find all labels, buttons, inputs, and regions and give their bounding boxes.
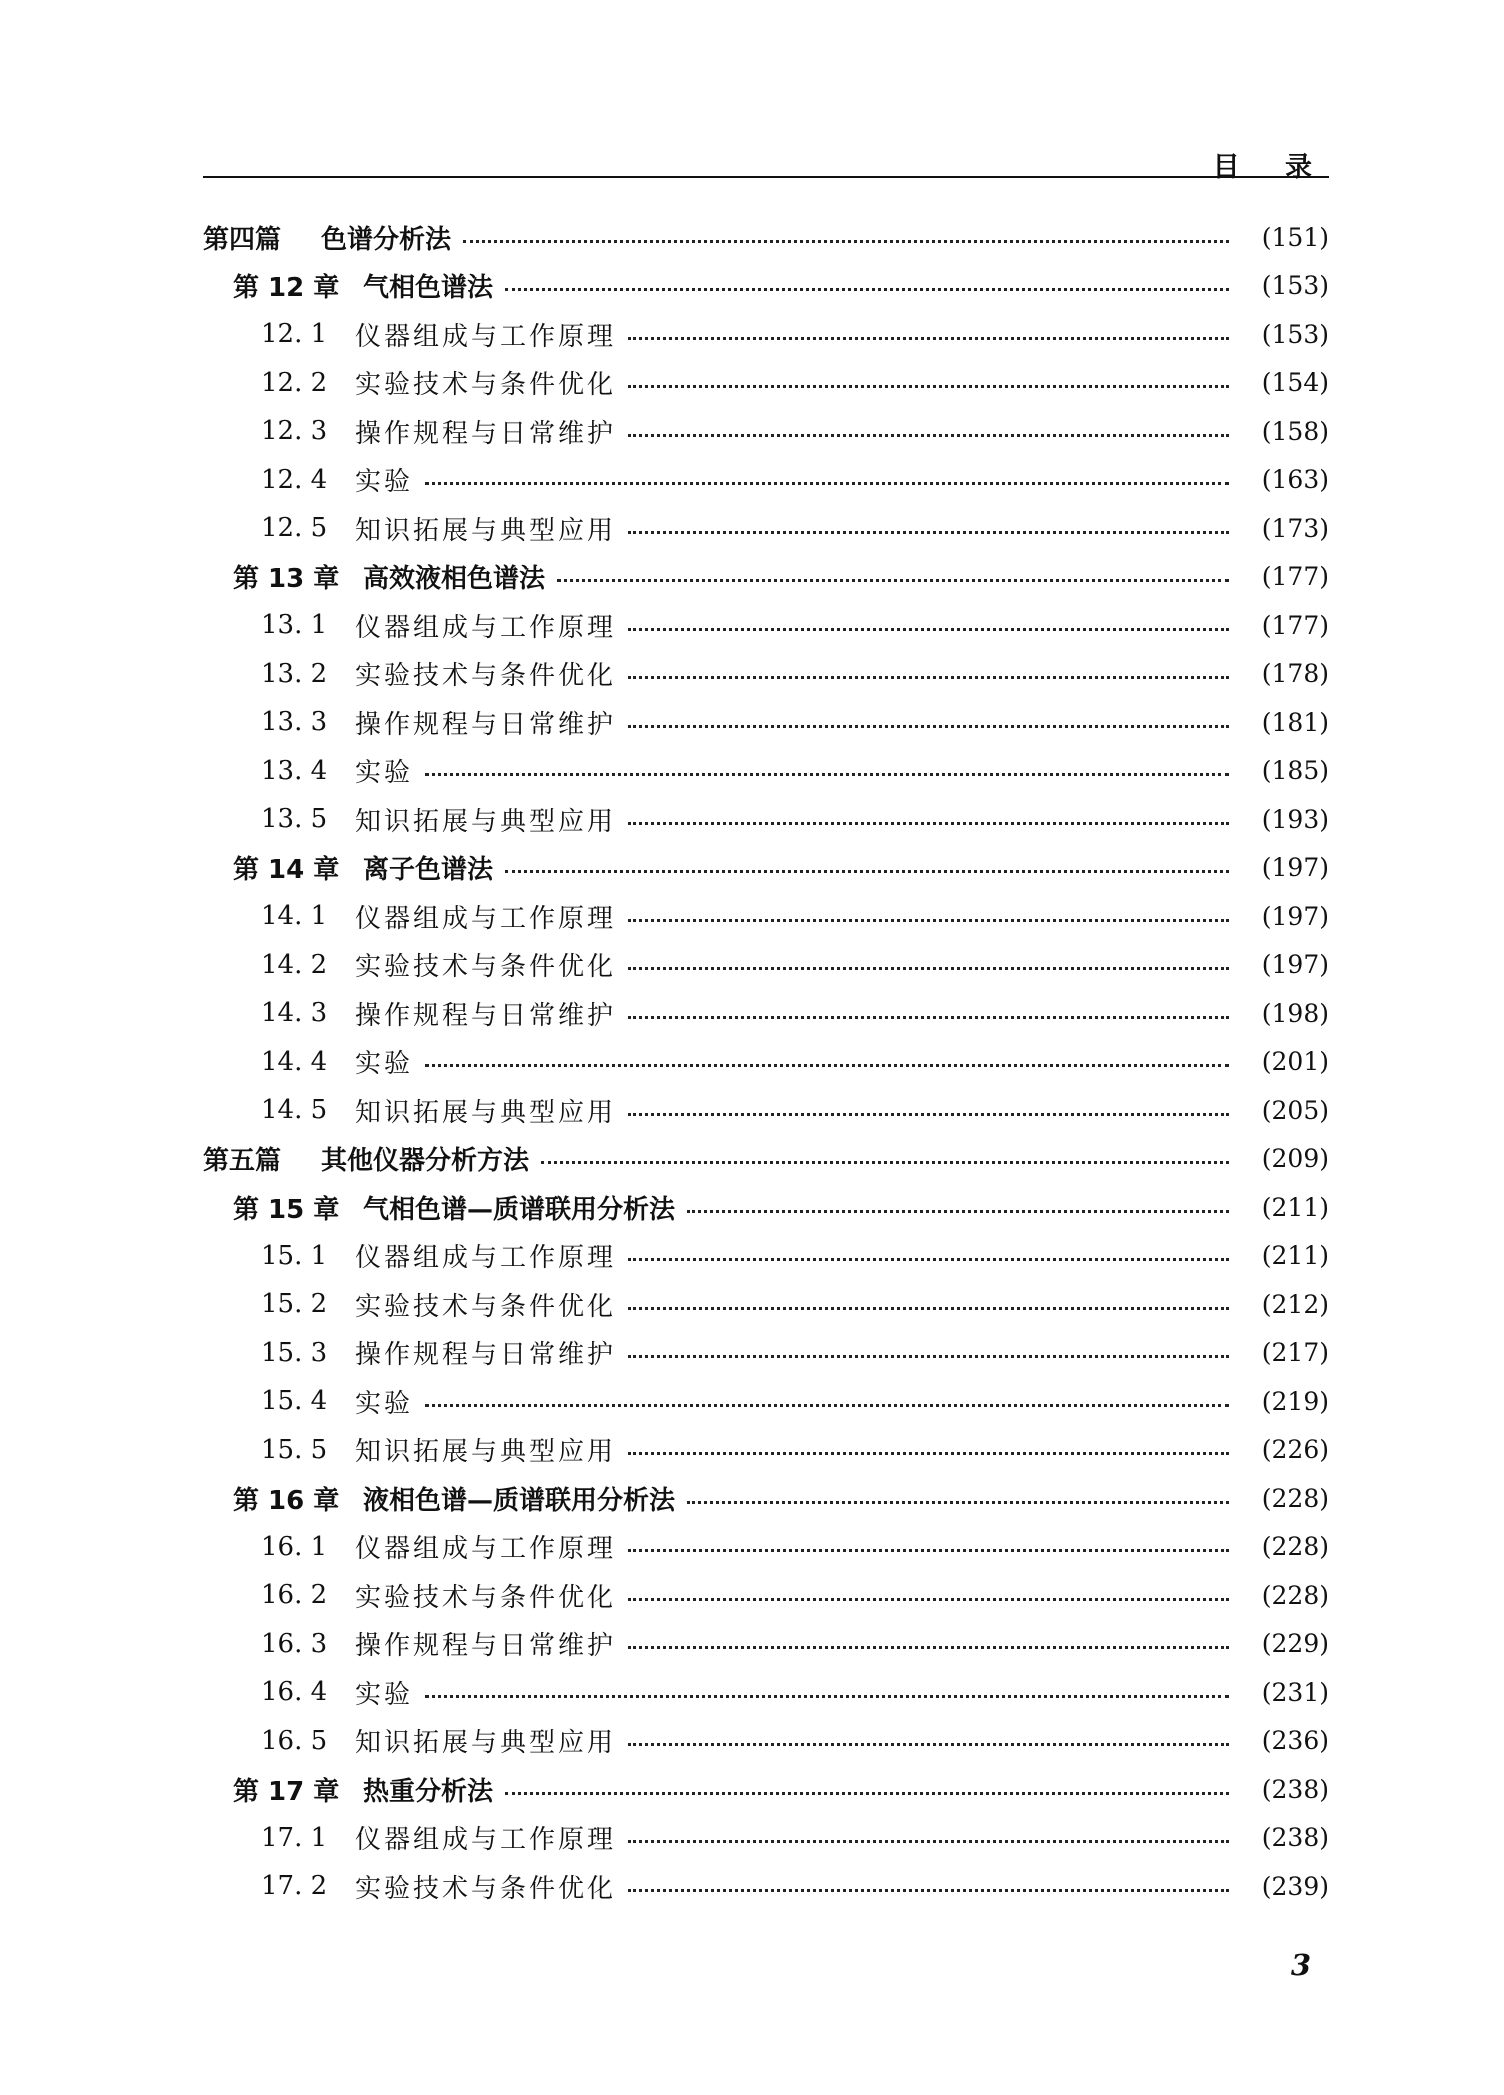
toc-entry-number: 第 16 章 bbox=[233, 1485, 340, 1516]
toc-entry-section[interactable] bbox=[203, 310, 1329, 359]
toc-entry-page: (197) bbox=[1261, 950, 1329, 980]
toc-entry-page: (178) bbox=[1261, 659, 1329, 689]
toc-entry-number: 14. 1 bbox=[261, 901, 328, 932]
toc-entry-section[interactable] bbox=[203, 1717, 1329, 1766]
toc-entry-page: (151) bbox=[1261, 222, 1329, 252]
toc-entry-section[interactable] bbox=[203, 698, 1329, 747]
toc-entry-number: 14. 4 bbox=[261, 1046, 328, 1077]
toc-entry-section[interactable] bbox=[203, 1814, 1329, 1863]
toc-entry-number: 13. 3 bbox=[261, 707, 328, 738]
toc-entry-part[interactable] bbox=[203, 213, 1329, 262]
toc-entry-page: (153) bbox=[1261, 271, 1329, 301]
toc-entry-section[interactable] bbox=[203, 795, 1329, 844]
dot-leader bbox=[628, 337, 1229, 340]
toc-entry-section[interactable] bbox=[203, 359, 1329, 408]
toc-entry-page: (228) bbox=[1261, 1483, 1329, 1513]
dot-leader bbox=[628, 1840, 1229, 1843]
toc-entry-number: 15. 2 bbox=[261, 1289, 328, 1320]
toc-entry-number: 16. 4 bbox=[261, 1677, 328, 1708]
dot-leader bbox=[463, 240, 1229, 243]
toc-entry-number: 13. 2 bbox=[261, 658, 328, 689]
toc-entry-title: 高效液相色谱法 bbox=[363, 564, 546, 595]
toc-entry-title: 知识拓展与典型应用 bbox=[355, 515, 617, 546]
toc-entry-title: 实验 bbox=[355, 1049, 414, 1080]
toc-entry-title: 实验技术与条件优化 bbox=[355, 952, 617, 983]
dot-leader bbox=[628, 1258, 1229, 1261]
toc-entry-chapter[interactable] bbox=[203, 1183, 1329, 1232]
toc-entry-title: 知识拓展与典型应用 bbox=[355, 1097, 617, 1128]
toc-entry-title: 实验技术与条件优化 bbox=[355, 661, 617, 692]
toc-entry-page: (236) bbox=[1261, 1726, 1329, 1756]
table-of-contents bbox=[203, 213, 1329, 1911]
dot-leader bbox=[628, 1743, 1229, 1746]
toc-entry-page: (238) bbox=[1261, 1823, 1329, 1853]
toc-entry-chapter[interactable] bbox=[203, 844, 1329, 893]
toc-entry-page: (154) bbox=[1261, 368, 1329, 398]
dot-leader bbox=[425, 773, 1229, 776]
running-header-title: 目 录 bbox=[1212, 152, 1330, 183]
toc-entry-number: 第 14 章 bbox=[233, 855, 340, 886]
toc-entry-page: (153) bbox=[1261, 319, 1329, 349]
toc-entry-page: (197) bbox=[1261, 853, 1329, 883]
dot-leader bbox=[628, 1355, 1229, 1358]
toc-entry-number: 17. 1 bbox=[261, 1822, 328, 1853]
toc-entry-page: (217) bbox=[1261, 1338, 1329, 1368]
dot-leader bbox=[628, 676, 1229, 679]
dot-leader bbox=[505, 1792, 1229, 1795]
toc-entry-number: 14. 3 bbox=[261, 998, 328, 1029]
toc-entry-title: 液相色谱—质谱联用分析法 bbox=[363, 1485, 676, 1516]
toc-entry-number: 第 17 章 bbox=[233, 1776, 340, 1807]
toc-entry-page: (238) bbox=[1261, 1774, 1329, 1804]
toc-entry-title: 仪器组成与工作原理 bbox=[355, 321, 617, 352]
dot-leader bbox=[425, 1404, 1229, 1407]
toc-entry-title: 仪器组成与工作原理 bbox=[355, 1243, 617, 1274]
toc-entry-chapter[interactable] bbox=[203, 1474, 1329, 1523]
toc-entry-title: 其他仪器分析方法 bbox=[321, 1146, 530, 1177]
toc-entry-title: 仪器组成与工作原理 bbox=[355, 612, 617, 643]
dot-leader bbox=[687, 1501, 1229, 1504]
toc-entry-title: 热重分析法 bbox=[363, 1776, 494, 1807]
dot-leader bbox=[425, 482, 1229, 485]
toc-entry-title: 知识拓展与典型应用 bbox=[355, 806, 617, 837]
toc-entry-title: 实验技术与条件优化 bbox=[355, 1291, 617, 1322]
toc-entry-number: 12. 2 bbox=[261, 367, 328, 398]
page-number: 3 bbox=[1290, 1948, 1311, 1982]
toc-entry-chapter[interactable] bbox=[203, 262, 1329, 311]
toc-entry-number: 15. 1 bbox=[261, 1240, 328, 1271]
toc-entry-title: 实验技术与条件优化 bbox=[355, 1873, 617, 1904]
toc-entry-title: 实验技术与条件优化 bbox=[355, 370, 617, 401]
dot-leader bbox=[628, 1549, 1229, 1552]
toc-entry-title: 离子色谱法 bbox=[363, 855, 494, 886]
toc-entry-section[interactable] bbox=[203, 1232, 1329, 1281]
dot-leader bbox=[628, 385, 1229, 388]
toc-entry-title: 操作规程与日常维护 bbox=[355, 1340, 617, 1371]
toc-entry-number: 第四篇 bbox=[203, 224, 282, 255]
toc-entry-number: 第五篇 bbox=[203, 1146, 282, 1177]
toc-entry-number: 16. 5 bbox=[261, 1725, 328, 1756]
toc-entry-page: (209) bbox=[1261, 1144, 1329, 1174]
toc-entry-title: 实验 bbox=[355, 1679, 414, 1710]
toc-entry-page: (163) bbox=[1261, 465, 1329, 495]
toc-entry-number: 15. 3 bbox=[261, 1337, 328, 1368]
toc-entry-number: 14. 5 bbox=[261, 1095, 328, 1126]
toc-entry-number: 16. 2 bbox=[261, 1580, 328, 1611]
toc-entry-chapter[interactable] bbox=[203, 553, 1329, 602]
toc-entry-number: 第 15 章 bbox=[233, 1194, 340, 1225]
dot-leader bbox=[628, 967, 1229, 970]
toc-entry-page: (158) bbox=[1261, 416, 1329, 446]
toc-entry-page: (231) bbox=[1261, 1677, 1329, 1707]
toc-entry-page: (177) bbox=[1261, 610, 1329, 640]
toc-entry-page: (201) bbox=[1261, 1047, 1329, 1077]
toc-entry-number: 14. 2 bbox=[261, 949, 328, 980]
toc-entry-page: (177) bbox=[1261, 562, 1329, 592]
toc-entry-page: (228) bbox=[1261, 1532, 1329, 1562]
dot-leader bbox=[628, 1452, 1229, 1455]
dot-leader bbox=[628, 1307, 1229, 1310]
toc-entry-page: (193) bbox=[1261, 804, 1329, 834]
dot-leader bbox=[628, 628, 1229, 631]
toc-entry-number: 13. 4 bbox=[261, 755, 328, 786]
toc-entry-page: (198) bbox=[1261, 998, 1329, 1028]
toc-entry-title: 仪器组成与工作原理 bbox=[355, 903, 617, 934]
toc-entry-section[interactable] bbox=[203, 1620, 1329, 1669]
dot-leader bbox=[425, 1064, 1229, 1067]
toc-entry-title: 仪器组成与工作原理 bbox=[355, 1534, 617, 1565]
toc-entry-number: 13. 5 bbox=[261, 804, 328, 835]
toc-entry-section[interactable] bbox=[203, 456, 1329, 505]
toc-entry-title: 知识拓展与典型应用 bbox=[355, 1437, 617, 1468]
toc-entry-page: (197) bbox=[1261, 901, 1329, 931]
toc-entry-page: (239) bbox=[1261, 1871, 1329, 1901]
toc-entry-number: 17. 2 bbox=[261, 1871, 328, 1902]
toc-entry-part[interactable] bbox=[203, 1135, 1329, 1184]
dot-leader bbox=[505, 288, 1229, 291]
dot-leader bbox=[628, 822, 1229, 825]
toc-entry-section[interactable] bbox=[203, 747, 1329, 796]
toc-entry-number: 16. 1 bbox=[261, 1531, 328, 1562]
toc-entry-page: (219) bbox=[1261, 1386, 1329, 1416]
dot-leader bbox=[628, 919, 1229, 922]
dot-leader bbox=[505, 870, 1229, 873]
toc-entry-title: 仪器组成与工作原理 bbox=[355, 1825, 617, 1856]
toc-entry-section[interactable] bbox=[203, 941, 1329, 990]
toc-entry-number: 13. 1 bbox=[261, 610, 328, 641]
toc-entry-page: (211) bbox=[1261, 1241, 1329, 1271]
dot-leader bbox=[628, 1889, 1229, 1892]
toc-entry-section[interactable] bbox=[203, 1377, 1329, 1426]
toc-entry-page: (185) bbox=[1261, 756, 1329, 786]
toc-entry-number: 12. 1 bbox=[261, 319, 328, 350]
dot-leader bbox=[557, 579, 1229, 582]
toc-entry-page: (212) bbox=[1261, 1289, 1329, 1319]
toc-entry-number: 第 12 章 bbox=[233, 273, 340, 304]
toc-entry-section[interactable] bbox=[203, 1523, 1329, 1572]
toc-entry-section[interactable] bbox=[203, 1668, 1329, 1717]
toc-entry-title: 操作规程与日常维护 bbox=[355, 418, 617, 449]
toc-entry-page: (226) bbox=[1261, 1435, 1329, 1465]
toc-entry-page: (228) bbox=[1261, 1580, 1329, 1610]
dot-leader bbox=[628, 1113, 1229, 1116]
dot-leader bbox=[628, 531, 1229, 534]
dot-leader bbox=[628, 1016, 1229, 1019]
toc-entry-section[interactable] bbox=[203, 1426, 1329, 1475]
header-rule bbox=[203, 176, 1329, 178]
toc-entry-section[interactable] bbox=[203, 650, 1329, 699]
toc-entry-number: 12. 5 bbox=[261, 513, 328, 544]
toc-entry-page: (181) bbox=[1261, 707, 1329, 737]
dot-leader bbox=[628, 1646, 1229, 1649]
dot-leader bbox=[541, 1161, 1229, 1164]
dot-leader bbox=[628, 1598, 1229, 1601]
toc-entry-title: 实验 bbox=[355, 467, 414, 498]
toc-entry-page: (211) bbox=[1261, 1192, 1329, 1222]
toc-entry-page: (229) bbox=[1261, 1629, 1329, 1659]
toc-entry-number: 15. 4 bbox=[261, 1386, 328, 1417]
toc-entry-section[interactable] bbox=[203, 1086, 1329, 1135]
toc-entry-title: 实验技术与条件优化 bbox=[355, 1582, 617, 1613]
toc-entry-section[interactable] bbox=[203, 601, 1329, 650]
toc-entry-page: (205) bbox=[1261, 1095, 1329, 1125]
toc-entry-number: 15. 5 bbox=[261, 1434, 328, 1465]
toc-entry-section[interactable] bbox=[203, 1280, 1329, 1329]
toc-entry-page: (173) bbox=[1261, 513, 1329, 543]
toc-entry-title: 操作规程与日常维护 bbox=[355, 1631, 617, 1662]
toc-entry-number: 第 13 章 bbox=[233, 564, 340, 595]
toc-entry-number: 16. 3 bbox=[261, 1628, 328, 1659]
dot-leader bbox=[687, 1210, 1229, 1213]
toc-entry-section[interactable] bbox=[203, 892, 1329, 941]
toc-entry-section[interactable] bbox=[203, 1862, 1329, 1911]
dot-leader bbox=[425, 1695, 1229, 1698]
toc-entry-section[interactable] bbox=[203, 1571, 1329, 1620]
toc-entry-section[interactable] bbox=[203, 504, 1329, 553]
toc-entry-title: 操作规程与日常维护 bbox=[355, 709, 617, 740]
toc-entry-chapter[interactable] bbox=[203, 1765, 1329, 1814]
toc-entry-title: 气相色谱法 bbox=[363, 273, 494, 304]
toc-entry-section[interactable] bbox=[203, 989, 1329, 1038]
toc-entry-section[interactable] bbox=[203, 407, 1329, 456]
toc-entry-section[interactable] bbox=[203, 1329, 1329, 1378]
toc-entry-number: 12. 3 bbox=[261, 416, 328, 447]
toc-entry-title: 实验 bbox=[355, 1388, 414, 1419]
toc-entry-title: 气相色谱—质谱联用分析法 bbox=[363, 1194, 676, 1225]
toc-entry-number: 12. 4 bbox=[261, 464, 328, 495]
toc-entry-title: 色谱分析法 bbox=[321, 224, 452, 255]
toc-entry-title: 实验 bbox=[355, 758, 414, 789]
toc-entry-section[interactable] bbox=[203, 1038, 1329, 1087]
dot-leader bbox=[628, 725, 1229, 728]
dot-leader bbox=[628, 434, 1229, 437]
toc-entry-title: 操作规程与日常维护 bbox=[355, 1000, 617, 1031]
toc-entry-title: 知识拓展与典型应用 bbox=[355, 1728, 617, 1759]
